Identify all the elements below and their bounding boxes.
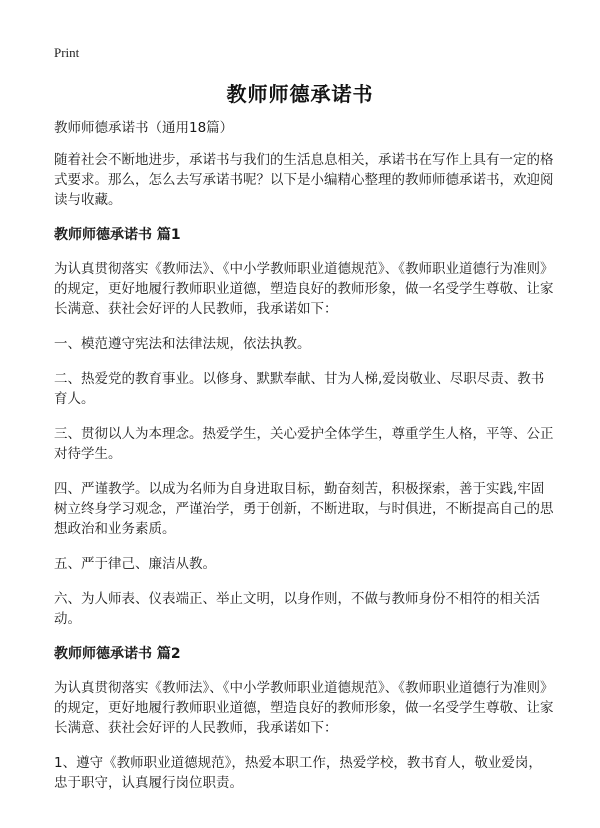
paragraph: 二、热爱党的教育事业。以修身、默默奉献、甘为人梯,爱岗敬业、尽职尽责、教书育人。 — [54, 371, 545, 407]
intro-paragraph: 随着社会不断地进步，承诺书与我们的生活息息相关，承诺书在写作上具有一定的格式要求。那么，怎么去写承诺书呢？以下是小编精心整理的教师师德承诺书，欢迎阅读与收藏。 — [54, 152, 554, 208]
paragraph: 为认真贯彻落实《教师法》、《中小学教师职业道德规范》、《教师职业道德行为准则》的规定，更好地履行教师职业道德，塑造良好的教师形象，做一名受学生尊敬、让家长满意、获社会好评的人民教师，我承诺如下： — [54, 261, 554, 317]
paragraph: 五、严于律己、廉洁从教。 — [54, 556, 216, 572]
section-heading-2: 教师师德承诺书 篇2 — [54, 646, 181, 662]
document-subtitle: 教师师德承诺书（通用18篇） — [54, 120, 234, 136]
paragraph: 四、严谨教学。以成为名师为自身进取目标，勤奋刻苦，积极探索，善于实践,牢固树立终身学习观念，严谨治学，勇于创新，不断进取，与时俱进，不断提高自己的思想政治和业务素质。 — [54, 481, 554, 537]
document-body — [54, 118, 554, 808]
paragraph: 1、遵守《教师职业道德规范》，热爱本职工作，热爱学校，教书育人，敬业爱岗，忠于职守，认真履行岗位职责。 — [54, 755, 542, 791]
paragraph: 六、为人师表、仪表端正、举止文明，以身作则，不做与教师身份不相符的相关活动。 — [54, 591, 540, 627]
paragraph: 一、模范遵守宪法和法律法规，依法执教。 — [54, 336, 311, 352]
print-link[interactable]: Print — [54, 45, 80, 60]
page-title: 教师师德承诺书 — [226, 82, 374, 106]
paragraph: 三、贯彻以人为本理念。热爱学生，关心爱护全体学生，尊重学生人格，平等、公正对待学生。 — [54, 426, 554, 462]
section-heading-1: 教师师德承诺书 篇1 — [54, 227, 181, 243]
paragraph: 为认真贯彻落实《教师法》、《中小学教师职业道德规范》、《教师职业道德行为准则》的规定，更好地履行教师职业道德，塑造良好的教师形象，做一名受学生尊敬、让家长满意、获社会好评的人民教师，我承诺如下： — [54, 680, 554, 736]
